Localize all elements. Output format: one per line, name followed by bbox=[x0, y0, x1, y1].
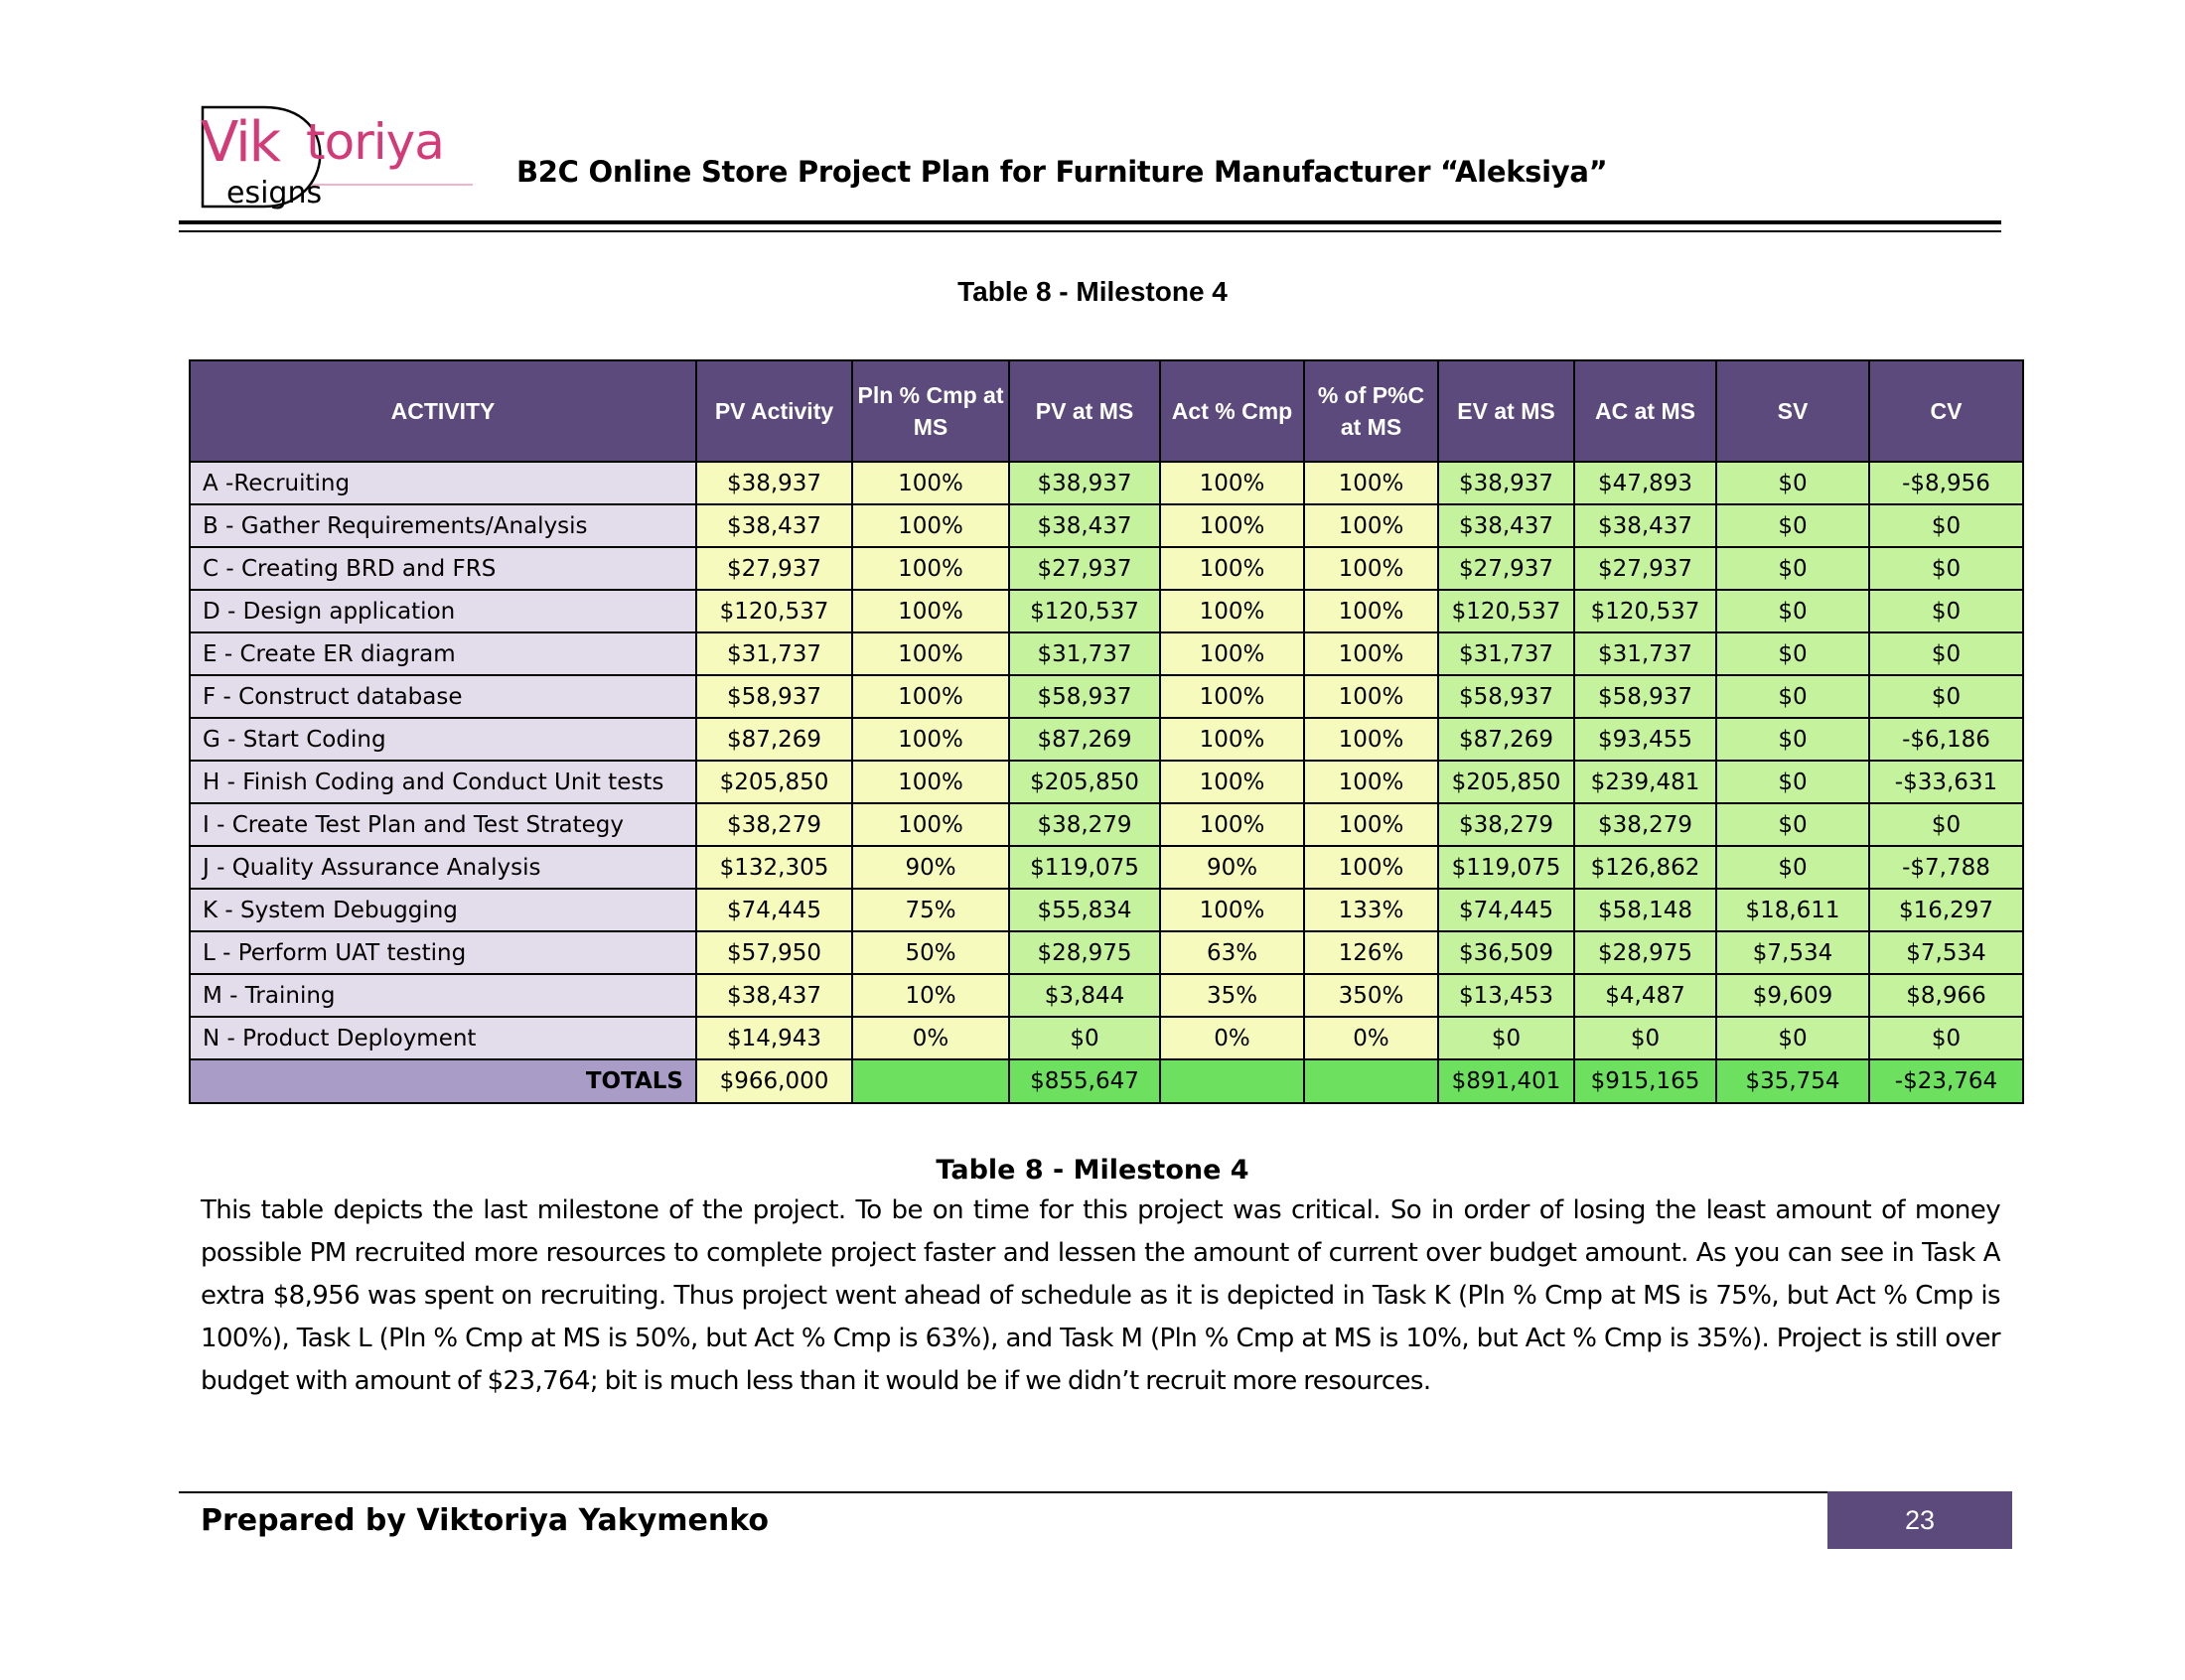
ac-cell: $93,455 bbox=[1574, 718, 1716, 761]
table-row bbox=[190, 632, 2023, 675]
totals-pln-cell bbox=[852, 1059, 1009, 1103]
pct-cell: 100% bbox=[1304, 462, 1438, 504]
table-row bbox=[190, 1017, 2023, 1059]
pct-cell: 126% bbox=[1304, 931, 1438, 974]
sv-cell: $0 bbox=[1716, 1017, 1869, 1059]
ac-cell: $58,937 bbox=[1574, 675, 1716, 718]
sv-cell: $0 bbox=[1716, 675, 1869, 718]
col-ev-at-ms: EV at MS bbox=[1438, 360, 1574, 462]
sv-cell: $0 bbox=[1716, 846, 1869, 889]
svg-text:toriya: toriya bbox=[306, 113, 444, 171]
act-cell: 90% bbox=[1160, 846, 1304, 889]
cv-cell: $0 bbox=[1869, 1017, 2023, 1059]
pct-cell: 133% bbox=[1304, 889, 1438, 931]
activity-cell: C - Creating BRD and FRS bbox=[190, 547, 696, 590]
ac-cell: $47,893 bbox=[1574, 462, 1716, 504]
document-title: B2C Online Store Project Plan for Furniture Manufacturer “Aleksiya” bbox=[516, 155, 1608, 189]
sv-cell: $0 bbox=[1716, 504, 1869, 547]
cv-cell: $0 bbox=[1869, 675, 2023, 718]
ac-cell: $31,737 bbox=[1574, 632, 1716, 675]
cv-cell: $7,534 bbox=[1869, 931, 2023, 974]
activity-cell: F - Construct database bbox=[190, 675, 696, 718]
ac-cell: $126,862 bbox=[1574, 846, 1716, 889]
cv-cell: $16,297 bbox=[1869, 889, 2023, 931]
act-cell: 0% bbox=[1160, 1017, 1304, 1059]
activity-cell: H - Finish Coding and Conduct Unit tests bbox=[190, 761, 696, 803]
table-row bbox=[190, 675, 2023, 718]
pv-cell: $74,445 bbox=[696, 889, 852, 931]
act-cell: 35% bbox=[1160, 974, 1304, 1017]
col-act-cmp: Act % Cmp bbox=[1160, 360, 1304, 462]
cv-cell: $0 bbox=[1869, 504, 2023, 547]
sv-cell: $9,609 bbox=[1716, 974, 1869, 1017]
ev-cell: $205,850 bbox=[1438, 761, 1574, 803]
pln-cell: 100% bbox=[852, 547, 1009, 590]
act-cell: 63% bbox=[1160, 931, 1304, 974]
ac-cell: $28,975 bbox=[1574, 931, 1716, 974]
ev-cell: $36,509 bbox=[1438, 931, 1574, 974]
ev-cell: $120,537 bbox=[1438, 590, 1574, 632]
totals-sv-cell: $35,754 bbox=[1716, 1059, 1869, 1103]
pln-cell: 10% bbox=[852, 974, 1009, 1017]
header-rule-thin bbox=[179, 230, 2001, 232]
col-pv-activity: PV Activity bbox=[696, 360, 852, 462]
pvms-cell: $38,937 bbox=[1009, 462, 1160, 504]
table-row bbox=[190, 846, 2023, 889]
pvms-cell: $205,850 bbox=[1009, 761, 1160, 803]
ev-cell: $58,937 bbox=[1438, 675, 1574, 718]
cv-cell: $0 bbox=[1869, 590, 2023, 632]
pvms-cell: $27,937 bbox=[1009, 547, 1160, 590]
pvms-cell: $31,737 bbox=[1009, 632, 1160, 675]
ac-cell: $239,481 bbox=[1574, 761, 1716, 803]
ev-cell: $74,445 bbox=[1438, 889, 1574, 931]
ev-cell: $38,437 bbox=[1438, 504, 1574, 547]
pln-cell: 100% bbox=[852, 590, 1009, 632]
col-pv-at-ms: PV at MS bbox=[1009, 360, 1160, 462]
pct-cell: 100% bbox=[1304, 504, 1438, 547]
pv-cell: $14,943 bbox=[696, 1017, 852, 1059]
ac-cell: $58,148 bbox=[1574, 889, 1716, 931]
table-row bbox=[190, 718, 2023, 761]
pvms-cell: $87,269 bbox=[1009, 718, 1160, 761]
pv-cell: $27,937 bbox=[696, 547, 852, 590]
ev-cell: $87,269 bbox=[1438, 718, 1574, 761]
cv-cell: -$33,631 bbox=[1869, 761, 2023, 803]
activity-cell: G - Start Coding bbox=[190, 718, 696, 761]
pct-cell: 100% bbox=[1304, 590, 1438, 632]
table-row bbox=[190, 590, 2023, 632]
pln-cell: 50% bbox=[852, 931, 1009, 974]
table-row bbox=[190, 974, 2023, 1017]
act-cell: 100% bbox=[1160, 632, 1304, 675]
cv-cell: $0 bbox=[1869, 632, 2023, 675]
totals-pv-cell: $966,000 bbox=[696, 1059, 852, 1103]
cv-cell: $0 bbox=[1869, 803, 2023, 846]
viktoriya-designs-logo bbox=[195, 103, 483, 210]
table-caption: Table 8 - Milestone 4 bbox=[957, 276, 1228, 307]
pln-cell: 100% bbox=[852, 504, 1009, 547]
ac-cell: $38,279 bbox=[1574, 803, 1716, 846]
sv-cell: $0 bbox=[1716, 803, 1869, 846]
pln-cell: 100% bbox=[852, 761, 1009, 803]
pv-cell: $38,437 bbox=[696, 504, 852, 547]
pvms-cell: $55,834 bbox=[1009, 889, 1160, 931]
pv-cell: $120,537 bbox=[696, 590, 852, 632]
act-cell: 100% bbox=[1160, 803, 1304, 846]
ev-cell: $13,453 bbox=[1438, 974, 1574, 1017]
ev-cell: $38,937 bbox=[1438, 462, 1574, 504]
pct-cell: 100% bbox=[1304, 718, 1438, 761]
ac-cell: $38,437 bbox=[1574, 504, 1716, 547]
pvms-cell: $119,075 bbox=[1009, 846, 1160, 889]
sv-cell: $18,611 bbox=[1716, 889, 1869, 931]
activity-cell: M - Training bbox=[190, 974, 696, 1017]
table-row bbox=[190, 803, 2023, 846]
act-cell: 100% bbox=[1160, 889, 1304, 931]
pv-cell: $205,850 bbox=[696, 761, 852, 803]
sv-cell: $0 bbox=[1716, 632, 1869, 675]
ev-cell: $119,075 bbox=[1438, 846, 1574, 889]
sv-cell: $0 bbox=[1716, 718, 1869, 761]
description-paragraph: This table depicts the last milestone of the project. To be on time for this project was critical. So in order of losing the least amount of money possible PM recruited more resources to complete project faster and lessen the amount of current over budget amount. As you can see in Task A extra $8,956 was spent on recruiting. Thus project went ahead of schedule as it is depicted in Task K (Pln % Cmp at MS is 75%, but Act % Cmp is 100%), Task L (Pln % Cmp at MS is 50%, but Act % Cmp is 63%), and Task M (Pln % Cmp at MS is 10%, but Act % Cmp is 35%). Project is still over budget with amount of $23,764; bit is much less than it would be if we didn’t recruit more resources. bbox=[201, 1195, 2000, 1396]
pct-cell: 0% bbox=[1304, 1017, 1438, 1059]
pvms-cell: $28,975 bbox=[1009, 931, 1160, 974]
pct-cell: 100% bbox=[1304, 675, 1438, 718]
pln-cell: 90% bbox=[852, 846, 1009, 889]
pv-cell: $87,269 bbox=[696, 718, 852, 761]
col-pct-pc: % of P%C at MS bbox=[1304, 360, 1438, 462]
activity-cell: E - Create ER diagram bbox=[190, 632, 696, 675]
cv-cell: -$6,186 bbox=[1869, 718, 2023, 761]
pvms-cell: $58,937 bbox=[1009, 675, 1160, 718]
pln-cell: 0% bbox=[852, 1017, 1009, 1059]
ac-cell: $4,487 bbox=[1574, 974, 1716, 1017]
pct-cell: 100% bbox=[1304, 547, 1438, 590]
prepared-by: Prepared by Viktoriya Yakymenko bbox=[201, 1503, 770, 1538]
pln-cell: 100% bbox=[852, 632, 1009, 675]
act-cell: 100% bbox=[1160, 675, 1304, 718]
activity-cell: I - Create Test Plan and Test Strategy bbox=[190, 803, 696, 846]
cv-cell: -$7,788 bbox=[1869, 846, 2023, 889]
cv-cell: $0 bbox=[1869, 547, 2023, 590]
totals-ac-cell: $915,165 bbox=[1574, 1059, 1716, 1103]
ev-cell: $38,279 bbox=[1438, 803, 1574, 846]
act-cell: 100% bbox=[1160, 718, 1304, 761]
ac-cell: $27,937 bbox=[1574, 547, 1716, 590]
activity-cell: K - System Debugging bbox=[190, 889, 696, 931]
pvms-cell: $3,844 bbox=[1009, 974, 1160, 1017]
pvms-cell: $38,279 bbox=[1009, 803, 1160, 846]
pln-cell: 100% bbox=[852, 803, 1009, 846]
col-sv: SV bbox=[1716, 360, 1869, 462]
sv-cell: $0 bbox=[1716, 547, 1869, 590]
pv-cell: $38,937 bbox=[696, 462, 852, 504]
pln-cell: 100% bbox=[852, 462, 1009, 504]
table-row bbox=[190, 761, 2023, 803]
table-row bbox=[190, 889, 2023, 931]
table-row bbox=[190, 547, 2023, 590]
pvms-cell: $120,537 bbox=[1009, 590, 1160, 632]
activity-cell: A -Recruiting bbox=[190, 462, 696, 504]
table-row bbox=[190, 462, 2023, 504]
pv-cell: $132,305 bbox=[696, 846, 852, 889]
sv-cell: $0 bbox=[1716, 590, 1869, 632]
body-caption: Table 8 - Milestone 4 bbox=[936, 1155, 1249, 1186]
col-pln-cmp: Pln % Cmp at MS bbox=[852, 360, 1009, 462]
pv-cell: $38,279 bbox=[696, 803, 852, 846]
totals-ev-cell: $891,401 bbox=[1438, 1059, 1574, 1103]
pln-cell: 75% bbox=[852, 889, 1009, 931]
activity-cell: B - Gather Requirements/Analysis bbox=[190, 504, 696, 547]
pv-cell: $38,437 bbox=[696, 974, 852, 1017]
ev-cell: $27,937 bbox=[1438, 547, 1574, 590]
activity-cell: N - Product Deployment bbox=[190, 1017, 696, 1059]
sv-cell: $0 bbox=[1716, 462, 1869, 504]
table-row bbox=[190, 504, 2023, 547]
act-cell: 100% bbox=[1160, 761, 1304, 803]
footer-rule bbox=[179, 1491, 1827, 1493]
ac-cell: $120,537 bbox=[1574, 590, 1716, 632]
col-ac-at-ms: AC at MS bbox=[1574, 360, 1716, 462]
pct-cell: 100% bbox=[1304, 761, 1438, 803]
activity-cell: L - Perform UAT testing bbox=[190, 931, 696, 974]
totals-act-cell bbox=[1160, 1059, 1304, 1103]
milestone-table bbox=[189, 359, 2024, 1104]
table-header-row bbox=[190, 360, 2023, 462]
ac-cell: $0 bbox=[1574, 1017, 1716, 1059]
pvms-cell: $0 bbox=[1009, 1017, 1160, 1059]
sv-cell: $0 bbox=[1716, 761, 1869, 803]
totals-row bbox=[190, 1059, 2023, 1103]
col-activity: ACTIVITY bbox=[190, 360, 696, 462]
pv-cell: $58,937 bbox=[696, 675, 852, 718]
totals-pct-cell bbox=[1304, 1059, 1438, 1103]
cv-cell: $8,966 bbox=[1869, 974, 2023, 1017]
ev-cell: $0 bbox=[1438, 1017, 1574, 1059]
pv-cell: $31,737 bbox=[696, 632, 852, 675]
col-cv: CV bbox=[1869, 360, 2023, 462]
totals-label: TOTALS bbox=[190, 1059, 696, 1103]
act-cell: 100% bbox=[1160, 590, 1304, 632]
pln-cell: 100% bbox=[852, 675, 1009, 718]
pct-cell: 350% bbox=[1304, 974, 1438, 1017]
ev-cell: $31,737 bbox=[1438, 632, 1574, 675]
pct-cell: 100% bbox=[1304, 632, 1438, 675]
act-cell: 100% bbox=[1160, 462, 1304, 504]
totals-cv-cell: -$23,764 bbox=[1869, 1059, 2023, 1103]
activity-cell: J - Quality Assurance Analysis bbox=[190, 846, 696, 889]
act-cell: 100% bbox=[1160, 504, 1304, 547]
pv-cell: $57,950 bbox=[696, 931, 852, 974]
act-cell: 100% bbox=[1160, 547, 1304, 590]
header-rule-thick bbox=[179, 220, 2001, 224]
pct-cell: 100% bbox=[1304, 803, 1438, 846]
table-row bbox=[190, 931, 2023, 974]
sv-cell: $7,534 bbox=[1716, 931, 1869, 974]
svg-text:Vik: Vik bbox=[201, 110, 280, 175]
totals-pvms-cell: $855,647 bbox=[1009, 1059, 1160, 1103]
svg-text:esigns: esigns bbox=[226, 176, 323, 210]
pln-cell: 100% bbox=[852, 718, 1009, 761]
pvms-cell: $38,437 bbox=[1009, 504, 1160, 547]
activity-cell: D - Design application bbox=[190, 590, 696, 632]
pct-cell: 100% bbox=[1304, 846, 1438, 889]
page-number: 23 bbox=[1827, 1491, 2012, 1549]
cv-cell: -$8,956 bbox=[1869, 462, 2023, 504]
